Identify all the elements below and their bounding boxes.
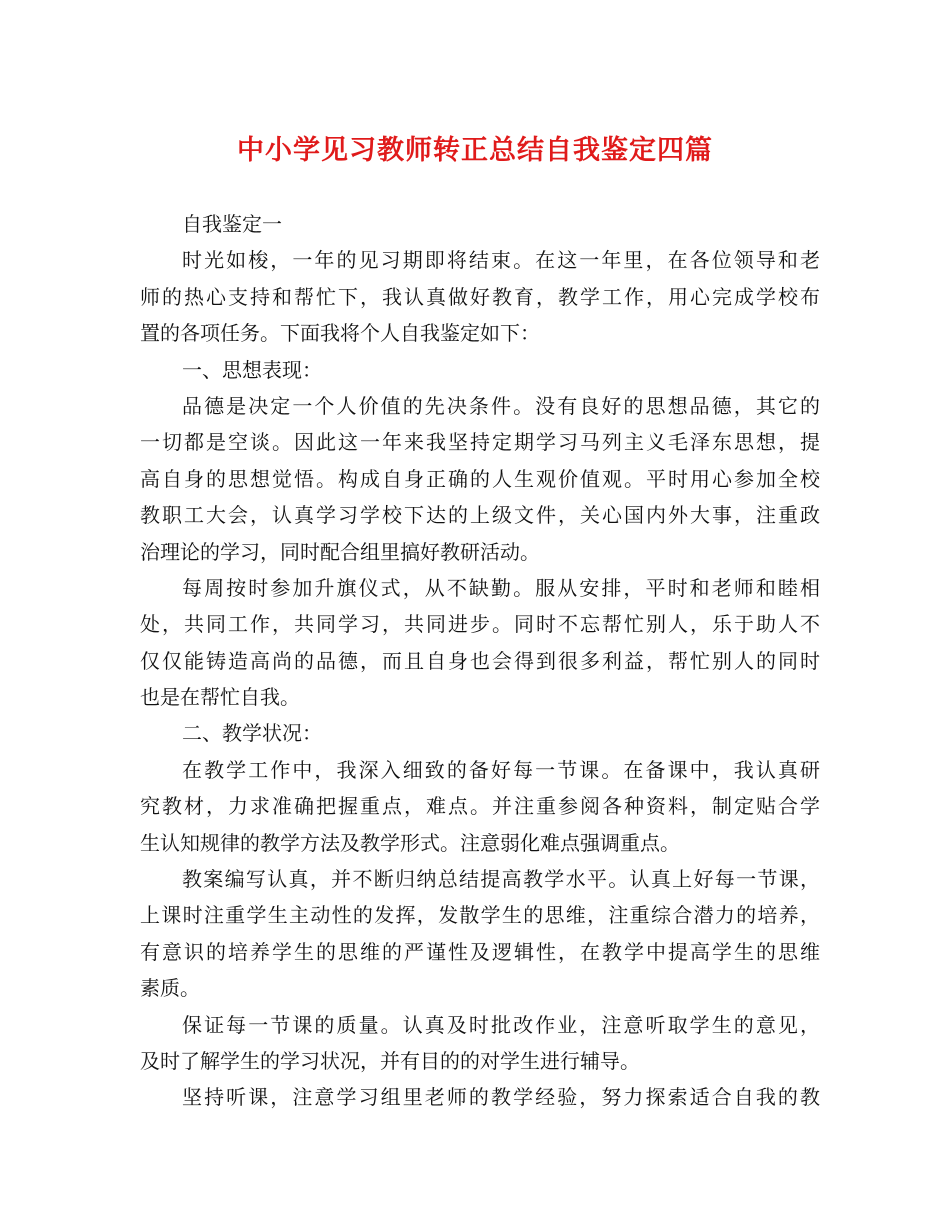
body-line: 品德是决定一个人价值的先决条件。没有良好的思想品德，其它的 [182, 393, 820, 418]
body-line: 治理论的学习，同时配合组里搞好教研活动。 [140, 539, 540, 564]
body-line: 仅仅能铸造高尚的品德，而且自身也会得到很多利益，帮忙别人的同时 [140, 648, 820, 673]
body-line: 教职工大会，认真学习学校下达的上级文件，关心国内外大事，注重政 [140, 503, 820, 528]
body-line: 在教学工作中，我深入细致的备好每一节课。在备课中，我认真研 [182, 757, 820, 782]
body-line: 坚持听课，注意学习组里老师的教学经验，努力探索适合自我的教 [182, 1085, 820, 1110]
body-line: 有意识的培养学生的思维的严谨性及逻辑性，在教学中提高学生的思维 [140, 939, 820, 964]
body-line: 也是在帮忙自我。 [140, 685, 300, 710]
body-line: 处，共同工作，共同学习，共同进步。同时不忘帮忙别人，乐于助人不 [140, 612, 820, 637]
body-line: 时光如梭，一年的见习期即将结束。在这一年里，在各位领导和老 [182, 248, 820, 273]
body-line: 究教材，力求准确把握重点，难点。并注重参阅各种资料，制定贴合学 [140, 794, 820, 819]
body-line: 及时了解学生的学习状况，并有目的的对学生进行辅导。 [140, 1048, 640, 1073]
body-line: 素质。 [140, 976, 200, 1001]
body-line: 教案编写认真，并不断归纳总结提高教学水平。认真上好每一节课， [182, 867, 820, 892]
body-line: 生认知规律的教学方法及教学形式。注意弱化难点强调重点。 [140, 830, 680, 855]
document-title: 中小学见习教师转正总结自我鉴定四篇 [237, 135, 713, 166]
document-body [140, 206, 820, 1116]
body-line: 保证每一节课的质量。认真及时批改作业，注意听取学生的意见， [182, 1012, 820, 1037]
body-line: 一切都是空谈。因此这一年来我坚持定期学习马列主义毛泽东思想，提 [140, 430, 820, 455]
body-line: 置的各项任务。下面我将个人自我鉴定如下： [140, 321, 540, 346]
body-line: 一、思想表现： [182, 357, 322, 382]
body-line: 自我鉴定一 [182, 212, 282, 236]
body-line: 高自身的思想觉悟。构成自身正确的人生观价值观。平时用心参加全校 [140, 466, 820, 491]
body-line: 上课时注重学生主动性的发挥，发散学生的思维，注重综合潜力的培养， [140, 903, 820, 928]
body-line: 师的热心支持和帮忙下，我认真做好教育，教学工作，用心完成学校布 [140, 284, 820, 309]
body-line: 每周按时参加升旗仪式，从不缺勤。服从安排，平时和老师和睦相 [182, 575, 820, 600]
body-line: 二、教学状况： [182, 721, 322, 746]
